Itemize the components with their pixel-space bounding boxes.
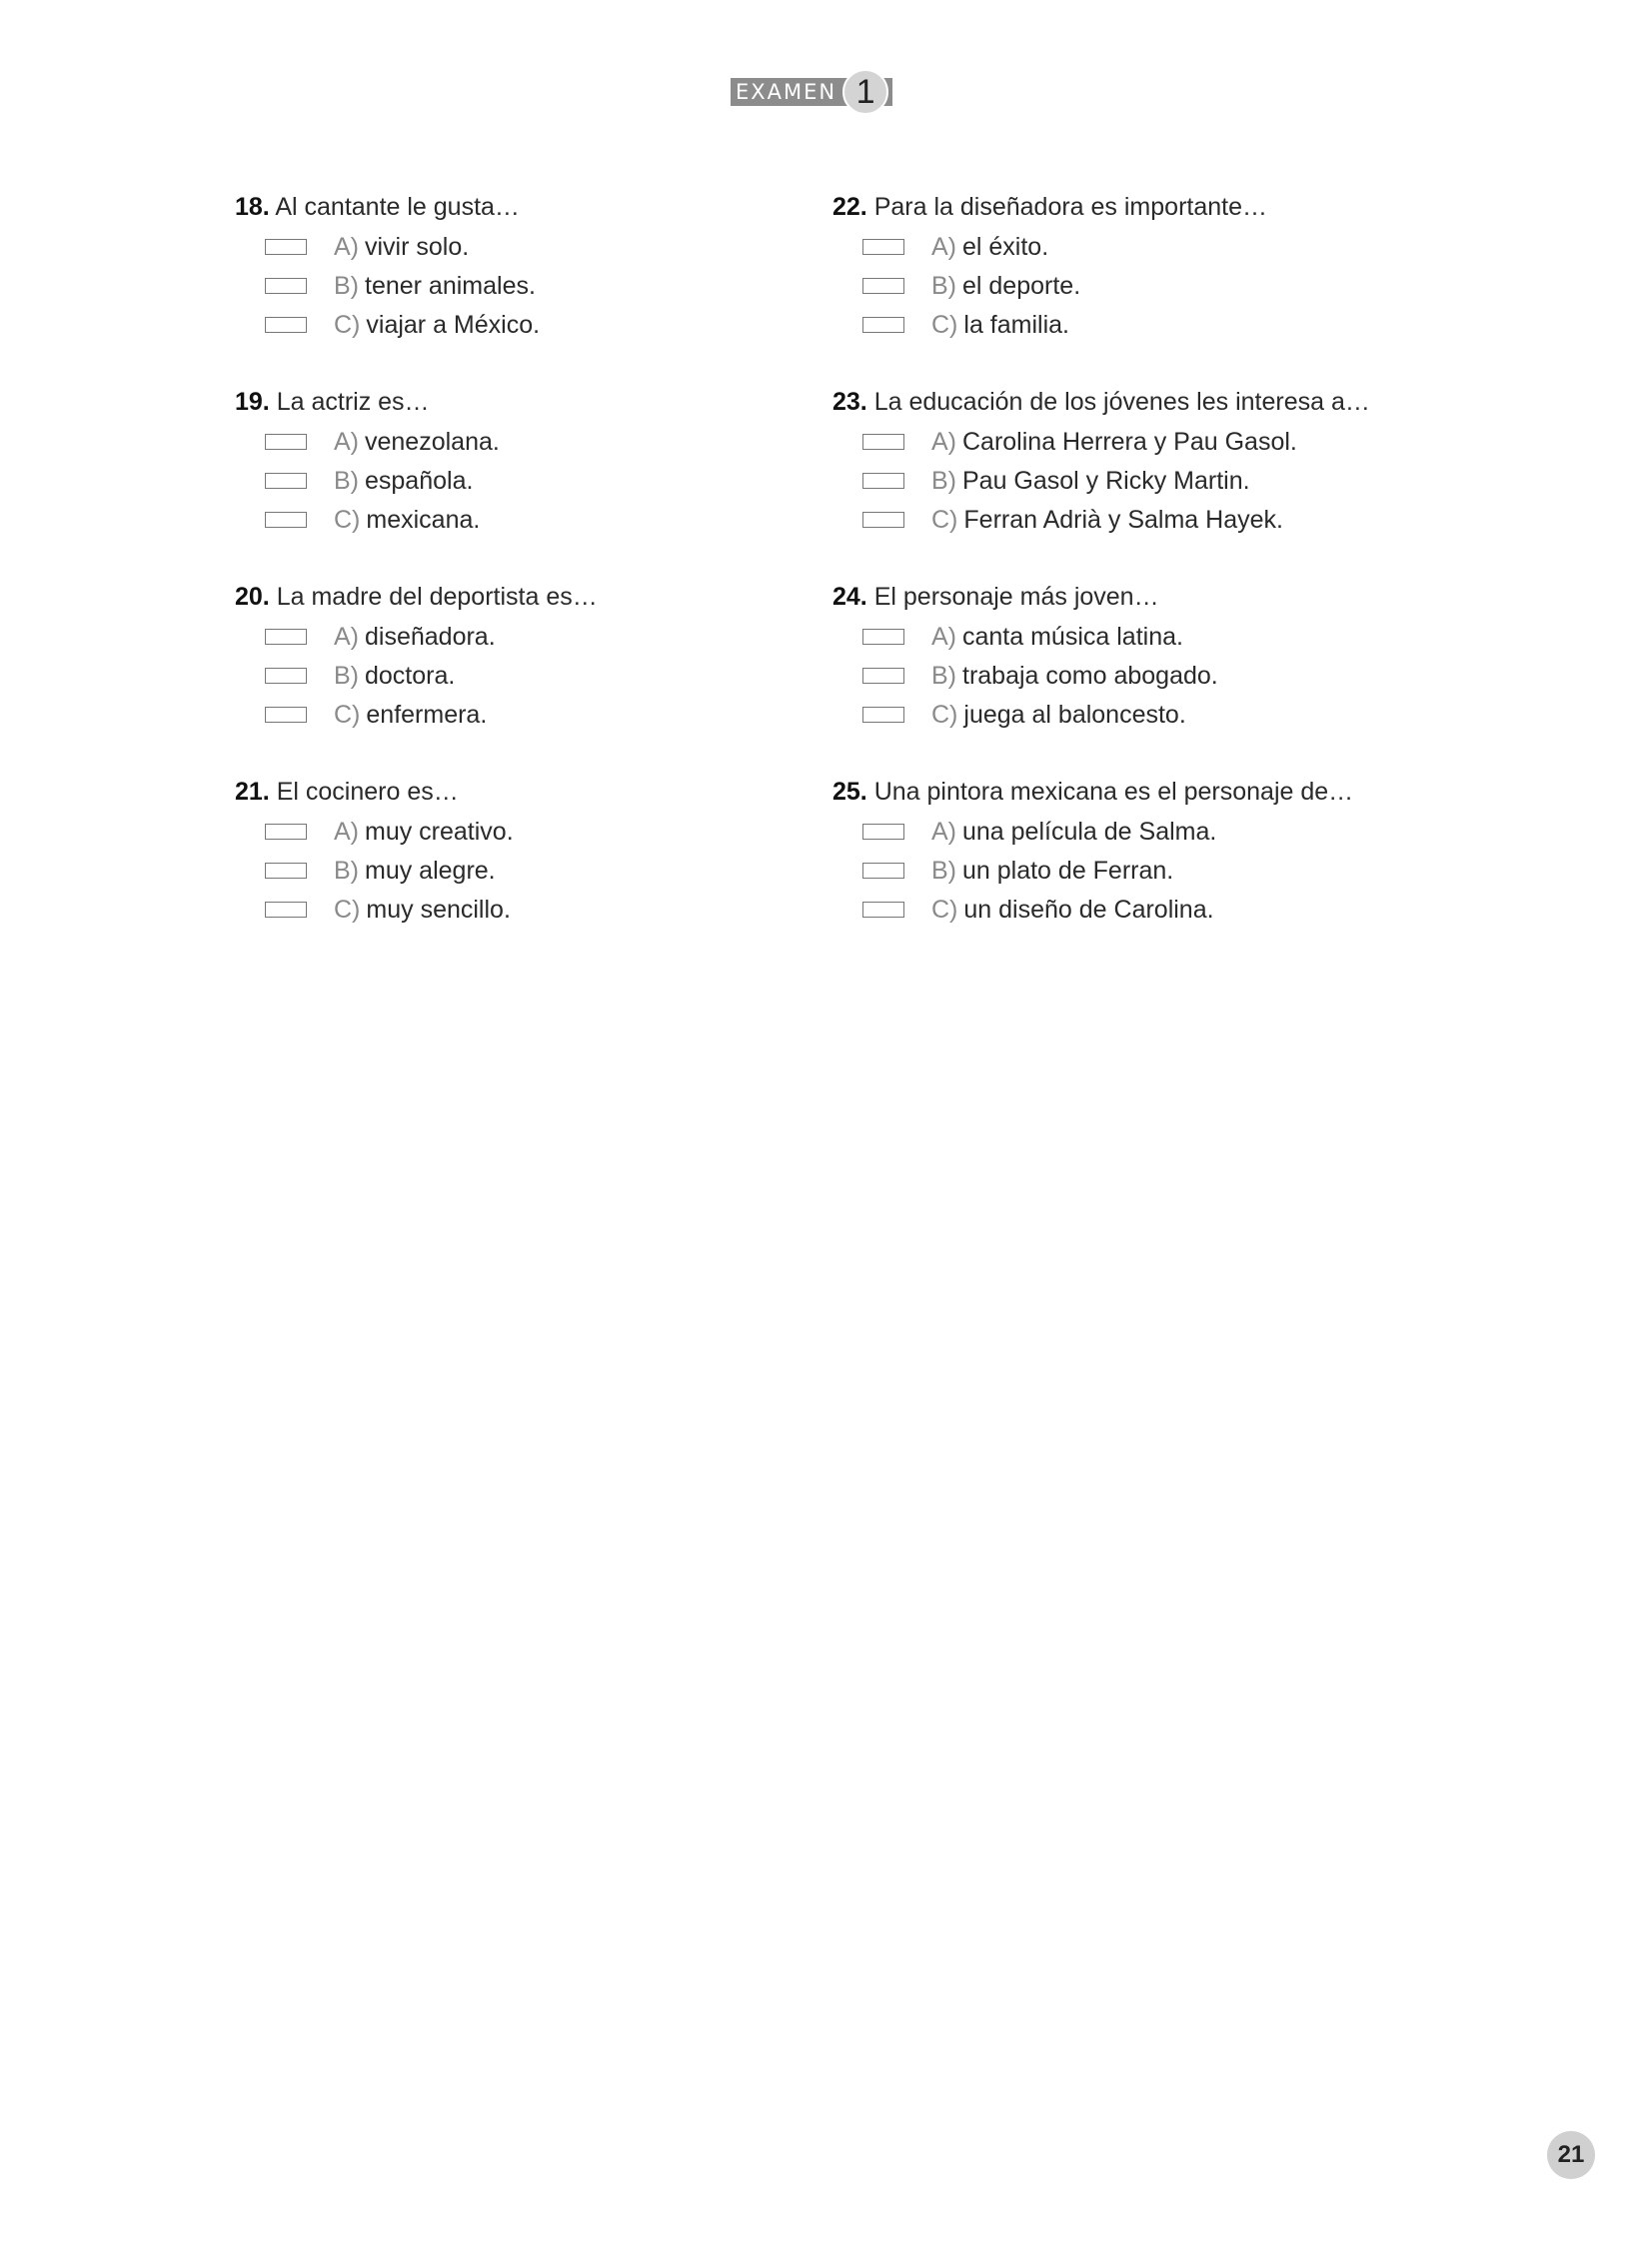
answer-checkbox[interactable] — [265, 863, 307, 879]
answer-checkbox[interactable] — [265, 317, 307, 333]
option-text: doctora. — [365, 661, 456, 690]
question-24 — [832, 578, 1392, 773]
question-text: La educación de los jóvenes les interesa a… — [873, 388, 1370, 416]
option-text: muy sencillo. — [366, 895, 511, 924]
option-letter: B) — [334, 271, 359, 300]
question-text: El personaje más joven… — [873, 583, 1159, 611]
exam-header-tag — [731, 73, 892, 111]
answer-checkbox[interactable] — [862, 668, 904, 684]
option-a — [235, 617, 795, 656]
exam-number-badge — [842, 69, 892, 115]
answer-checkbox[interactable] — [862, 629, 904, 645]
option-letter: B) — [931, 466, 956, 495]
option-b — [832, 266, 1392, 305]
question-number: 25. — [832, 778, 867, 806]
option-letter: C) — [334, 895, 361, 924]
answer-checkbox[interactable] — [862, 902, 904, 918]
option-c — [235, 305, 795, 344]
option-text: española. — [365, 466, 474, 495]
answer-checkbox[interactable] — [265, 434, 307, 450]
option-letter: C) — [931, 700, 958, 729]
option-letter: C) — [334, 700, 361, 729]
option-letter: B) — [334, 856, 359, 885]
option-b — [832, 461, 1392, 500]
option-a — [235, 227, 795, 266]
option-text: viajar a México. — [366, 310, 541, 339]
question-18 — [235, 188, 795, 383]
option-c — [832, 695, 1392, 734]
option-letter: A) — [334, 817, 359, 846]
option-c — [832, 500, 1392, 539]
option-c — [235, 500, 795, 539]
answer-checkbox[interactable] — [862, 863, 904, 879]
page-number: 21 — [1547, 2131, 1595, 2179]
question-19 — [235, 383, 795, 578]
option-letter: B) — [334, 661, 359, 690]
answer-checkbox[interactable] — [265, 473, 307, 489]
option-text: vivir solo. — [365, 232, 470, 261]
answer-checkbox[interactable] — [265, 707, 307, 723]
option-a — [832, 227, 1392, 266]
option-text: diseñadora. — [365, 622, 496, 651]
option-text: Ferran Adrià y Salma Hayek. — [963, 505, 1283, 534]
question-number: 18. — [235, 193, 270, 221]
option-letter: A) — [334, 232, 359, 261]
option-letter: B) — [931, 661, 956, 690]
option-text: Carolina Herrera y Pau Gasol. — [962, 427, 1297, 456]
option-letter: C) — [334, 310, 361, 339]
question-title — [235, 578, 795, 617]
option-b — [235, 461, 795, 500]
answer-checkbox[interactable] — [265, 902, 307, 918]
answer-checkbox[interactable] — [265, 239, 307, 255]
question-title — [235, 188, 795, 227]
answer-checkbox[interactable] — [265, 278, 307, 294]
question-title — [832, 578, 1392, 617]
question-number: 19. — [235, 388, 270, 416]
option-text: un diseño de Carolina. — [963, 895, 1214, 924]
option-a — [235, 422, 795, 461]
option-b — [235, 656, 795, 695]
option-c — [235, 695, 795, 734]
question-22 — [832, 188, 1392, 383]
option-letter: A) — [931, 232, 956, 261]
answer-checkbox[interactable] — [862, 707, 904, 723]
question-text: La madre del deportista es… — [276, 583, 598, 611]
question-number: 22. — [832, 193, 867, 221]
option-text: Pau Gasol y Ricky Martin. — [962, 466, 1250, 495]
answer-checkbox[interactable] — [862, 317, 904, 333]
option-letter: C) — [931, 895, 958, 924]
question-number: 21. — [235, 778, 270, 806]
option-a — [832, 812, 1392, 851]
answer-checkbox[interactable] — [862, 473, 904, 489]
option-text: muy creativo. — [365, 817, 514, 846]
option-c — [832, 305, 1392, 344]
question-text: El cocinero es… — [276, 778, 459, 806]
question-number: 23. — [832, 388, 867, 416]
option-letter: A) — [931, 622, 956, 651]
answer-checkbox[interactable] — [862, 278, 904, 294]
option-text: trabaja como abogado. — [962, 661, 1218, 690]
option-letter: B) — [334, 466, 359, 495]
question-text: Para la diseñadora es importante… — [873, 193, 1267, 221]
answer-checkbox[interactable] — [265, 512, 307, 528]
questions-left-column — [235, 188, 795, 968]
option-b — [235, 851, 795, 890]
option-text: canta música latina. — [962, 622, 1183, 651]
option-letter: A) — [931, 427, 956, 456]
question-21 — [235, 773, 795, 968]
option-b — [832, 851, 1392, 890]
option-text: enfermera. — [366, 700, 488, 729]
exam-number: 1 — [842, 69, 888, 115]
question-title — [235, 383, 795, 422]
answer-checkbox[interactable] — [265, 629, 307, 645]
option-letter: C) — [931, 505, 958, 534]
option-letter: B) — [931, 271, 956, 300]
option-text: la familia. — [963, 310, 1069, 339]
answer-checkbox[interactable] — [265, 824, 307, 840]
question-title — [832, 773, 1392, 812]
option-c — [235, 890, 795, 929]
question-title — [832, 383, 1392, 422]
question-text: Una pintora mexicana es el personaje de… — [873, 778, 1354, 806]
question-25 — [832, 773, 1392, 968]
answer-checkbox[interactable] — [265, 668, 307, 684]
answer-checkbox[interactable] — [862, 239, 904, 255]
option-text: una película de Salma. — [962, 817, 1217, 846]
question-text: La actriz es… — [276, 388, 430, 416]
option-letter: C) — [931, 310, 958, 339]
option-letter: A) — [334, 622, 359, 651]
option-text: tener animales. — [365, 271, 536, 300]
answer-checkbox[interactable] — [862, 434, 904, 450]
option-text: juega al baloncesto. — [963, 700, 1186, 729]
question-title — [832, 188, 1392, 227]
questions-right-column — [832, 188, 1392, 968]
option-letter: A) — [334, 427, 359, 456]
option-text: el deporte. — [962, 271, 1081, 300]
option-letter: A) — [931, 817, 956, 846]
option-a — [235, 812, 795, 851]
question-number: 24. — [832, 583, 867, 611]
option-text: un plato de Ferran. — [962, 856, 1174, 885]
option-text: venezolana. — [365, 427, 500, 456]
question-23 — [832, 383, 1392, 578]
answer-checkbox[interactable] — [862, 512, 904, 528]
question-text: Al cantante le gusta… — [275, 193, 520, 221]
option-text: mexicana. — [366, 505, 481, 534]
option-letter: B) — [931, 856, 956, 885]
option-c — [832, 890, 1392, 929]
question-title — [235, 773, 795, 812]
answer-checkbox[interactable] — [862, 824, 904, 840]
exam-label: EXAMEN — [731, 78, 874, 106]
option-text: el éxito. — [962, 232, 1049, 261]
question-number: 20. — [235, 583, 270, 611]
option-a — [832, 617, 1392, 656]
option-letter: C) — [334, 505, 361, 534]
question-20 — [235, 578, 795, 773]
option-a — [832, 422, 1392, 461]
option-b — [235, 266, 795, 305]
option-text: muy alegre. — [365, 856, 496, 885]
option-b — [832, 656, 1392, 695]
